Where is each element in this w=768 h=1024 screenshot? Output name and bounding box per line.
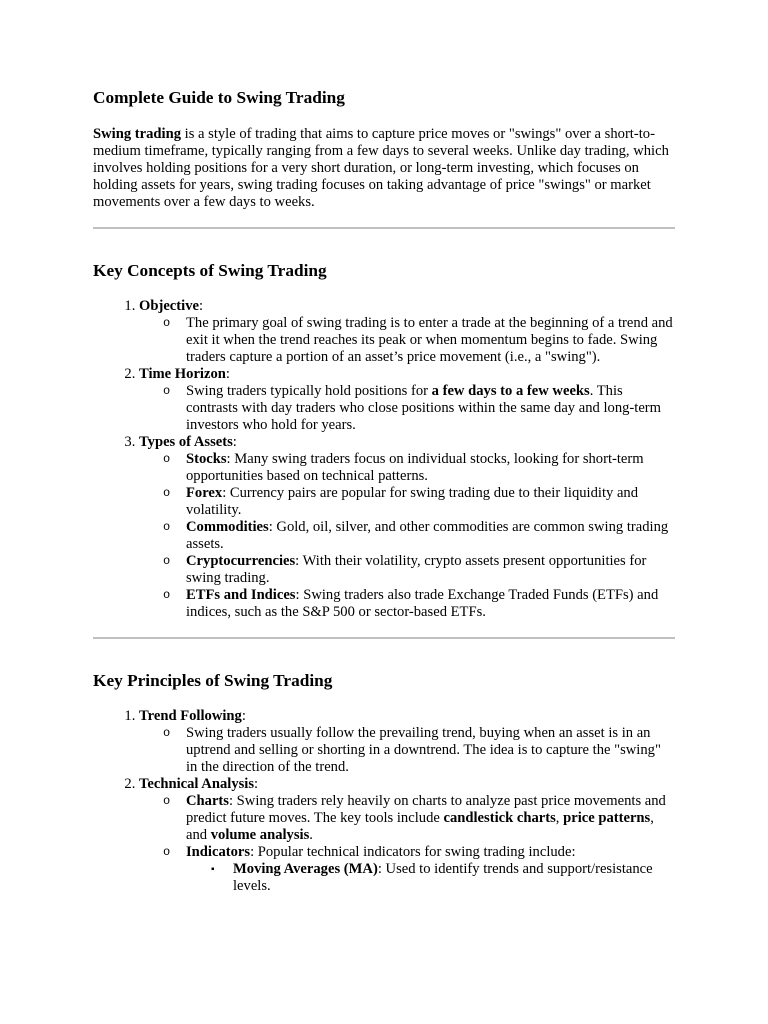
page-title: Complete Guide to Swing Trading (93, 88, 345, 107)
colon: : (232, 434, 237, 450)
list-item-types-of-assets (139, 434, 675, 621)
indicators-text: : Popular technical indicators for swing trading include: (250, 844, 576, 860)
sub-bullet: o (163, 316, 171, 330)
ma-label: Moving Averages (MA) (233, 861, 378, 877)
sub-list (139, 793, 675, 895)
section-divider (93, 227, 675, 229)
charts-pre: : Swing traders rely heavily on charts to analyze past price movements and predict future moves. The key tools include (186, 793, 666, 826)
list-item-cryptocurrencies (163, 553, 675, 587)
objective-label: Objective (139, 298, 199, 314)
section-divider (93, 637, 675, 639)
list-item-moving-averages (211, 861, 675, 895)
charts-mid-2: , and (186, 810, 654, 843)
asset-label: Forex (186, 485, 223, 501)
horizon-post: . This contrasts with day traders who close positions within the same day and long-term investors who hold for years. (186, 383, 662, 433)
sub-bullet: o (163, 726, 171, 740)
list-item-stocks (163, 451, 675, 485)
sub-bullet: o (163, 384, 171, 398)
list-item (163, 383, 675, 434)
list-item-commodities (163, 519, 675, 553)
objective-text: The primary goal of swing trading is to enter a trade at the beginning of a trend and exit it when the trend reaches its peak or when momentum begins to fade. Swing traders capture a portion of an asset’s price movement (i.e., a "swing"). (186, 315, 673, 365)
principles-heading: Key Principles of Swing Trading (93, 671, 333, 690)
sub-list (139, 383, 675, 434)
sub-bullet: o (163, 794, 171, 808)
charts-label: Charts (186, 793, 229, 809)
intro-bold: Swing trading (93, 126, 181, 142)
list-item-objective (139, 298, 675, 366)
square-bullet: ▪ (211, 864, 215, 875)
colon: : (241, 708, 246, 724)
list-item-time-horizon (139, 366, 675, 434)
asset-text: : Gold, oil, silver, and other commodities are common swing trading assets. (186, 519, 669, 552)
asset-label: ETFs and Indices (186, 587, 296, 603)
asset-text: : Currency pairs are popular for swing trading due to their liquidity and volatility. (186, 485, 639, 518)
charts-bold-1: candlestick charts (443, 810, 556, 826)
charts-mid-1: , (555, 810, 564, 826)
indicators-label: Indicators (186, 844, 251, 860)
colon: : (225, 366, 230, 382)
horizon-label: Time Horizon (139, 366, 226, 382)
asset-label: Cryptocurrencies (186, 553, 296, 569)
asset-label: Commodities (186, 519, 269, 535)
list-item-charts (163, 793, 675, 844)
concepts-heading: Key Concepts of Swing Trading (93, 261, 327, 280)
concepts-list (93, 298, 675, 621)
sub-bullet: o (163, 486, 171, 500)
list-item-forex (163, 485, 675, 519)
sub-list (139, 451, 675, 621)
colon: : (198, 298, 204, 314)
list-item-etfs (163, 587, 675, 621)
asset-label: Stocks (186, 451, 227, 467)
intro-text: is a style of trading that aims to capture price moves or "swings" over a short-to-medium timeframe, typically ranging from a few days to several weeks. Unlike day trading, which involves holding positions for a very short duration, or long-term investing, which focuses on holding assets for years, swing trading focuses on taking advantage of price "swings" or market movements over a few days to weeks. (93, 126, 669, 210)
horizon-pre: Swing traders typically hold positions for (186, 383, 432, 399)
technical-label: Technical Analysis (139, 776, 255, 792)
sub-bullet: o (163, 554, 171, 568)
charts-bold-2: price patterns (563, 810, 651, 826)
principles-list (93, 708, 675, 895)
intro-paragraph (93, 126, 675, 211)
sub-bullet: o (163, 520, 171, 534)
list-item-technical-analysis (139, 776, 675, 895)
trend-text: Swing traders usually follow the prevailing trend, buying when an asset is in an uptrend and selling or shorting in a downtrend. The idea is to capture the "swing" in the direction of the trend. (186, 725, 661, 775)
trend-label: Trend Following (139, 708, 242, 724)
sub-list (139, 315, 675, 366)
list-item (163, 725, 675, 776)
sub-bullet: o (163, 845, 171, 859)
asset-text: : With their volatility, crypto assets present opportunities for swing trading. (186, 553, 647, 586)
sub-bullet: o (163, 452, 171, 466)
asset-text: : Many swing traders focus on individual stocks, looking for short-term opportunities based on technical patterns. (186, 451, 644, 484)
list-item-trend-following (139, 708, 675, 776)
list-item-indicators (163, 844, 675, 895)
list-item (163, 315, 675, 366)
horizon-bold: a few days to a few weeks (431, 383, 590, 399)
sub-sub-list (186, 861, 675, 895)
charts-bold-3: volume analysis (210, 827, 310, 843)
assets-label: Types of Assets (139, 434, 233, 450)
charts-post: . (309, 827, 313, 843)
sub-bullet: o (163, 588, 171, 602)
colon: : (254, 776, 259, 792)
sub-list (139, 725, 675, 776)
ma-text: : Used to identify trends and support/resistance levels. (233, 861, 653, 894)
asset-text: : Swing traders also trade Exchange Traded Funds (ETFs) and indices, such as the S&P 500 or sector-based ETFs. (186, 587, 659, 620)
